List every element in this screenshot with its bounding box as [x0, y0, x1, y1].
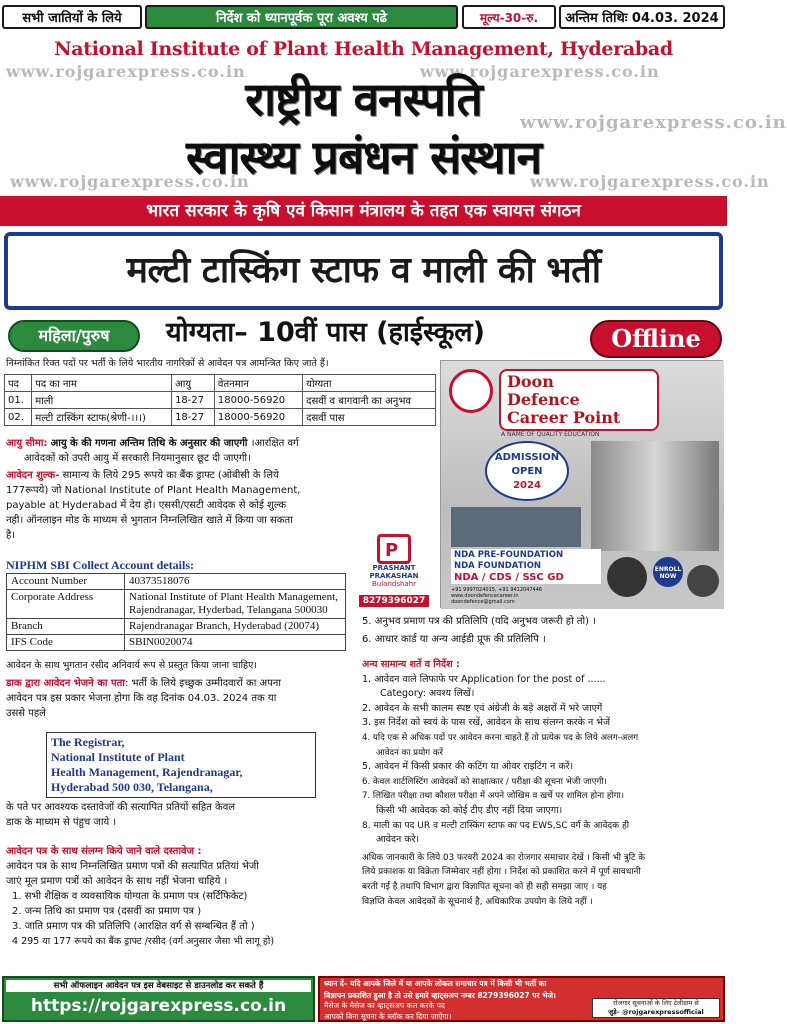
- list-item: 4 295 या 177 रूपये का बैंक ड्राफ्ट /रसीद (वर्ग अनुसार जैसा भी लागू हो): [12, 936, 275, 947]
- students-photo: [451, 507, 581, 547]
- list-item: 6. आधार कार्ड या अन्य आईडी प्रूफ की प्रतिलिपि ।: [362, 634, 546, 645]
- watermark: www.rojgarexpress.co.in: [520, 112, 787, 133]
- top-bar: [2, 2, 725, 32]
- fee-label: आवेदन शुल्क-: [6, 470, 60, 481]
- institute-name-english: National Institute of Plant Health Management, Hyderabad: [54, 38, 673, 60]
- enroll-now-badge: ENROLL NOW: [653, 557, 683, 587]
- table-cell: IFS Code: [7, 635, 125, 651]
- logo-mark: [377, 534, 411, 564]
- list-item: 6. केवल शार्टलिस्टिंग आवेदकों को साक्षात्कार / परीक्षा की सूचना भेजी जाएगी।: [362, 776, 607, 787]
- gender-badge: महिला/पुरुष: [8, 320, 140, 352]
- list-item: 7. लिखित परीक्षा तथा कौशल परीक्षा में अपने जोखिम व खर्चे पर शामिल होना होगा।: [362, 791, 624, 802]
- postal-address-section: डाक द्वारा आवेदन भेजने का पता: भर्ती के लिये इच्छुक उम्मीदवारों का अपना आवेदन पत्र इस प्रकार भेजना होगा कि वह दिनांक 04.03. 2024 तक या उससे पहले: [6, 678, 281, 719]
- list-item: 3. जाति प्रमाण पत्र की प्रतिलिपि (आरक्षित वर्ग से सम्बन्धित हैं तो ): [12, 921, 255, 932]
- table-row: [7, 635, 346, 651]
- table-header: पद: [5, 375, 32, 392]
- conditions-heading: अन्य सामान्य शर्ते व निर्देश :: [362, 659, 460, 670]
- table-cell: 40373518076: [125, 574, 346, 590]
- list-item: 1. आवेदन वाले लिफाफे पर Application for the post of ......: [362, 673, 606, 685]
- last-date-badge: अन्तिम तिथिः 04.03. 2024: [559, 5, 725, 29]
- table-cell: 01.: [5, 392, 32, 409]
- closing-note: अधिक जानकारी के लिये 03 फरवरी 2024 का रोजगार समाचार देखें । किसी भी त्रुटि के: [362, 852, 646, 863]
- all-castes-badge: सभी जातियों के लिये: [2, 5, 142, 29]
- table-cell: National Institute of Plant Health Management, Rajendranagar, Hyderbad, Telangana 500030: [125, 590, 346, 619]
- age-limit-label: आयु सीमा:: [6, 438, 48, 449]
- offline-badge: Offline: [590, 320, 722, 358]
- list-item: 3. इस निर्देश को स्वयं के पास रखें, आवेदन के साथ संलग्न करके न भेजें: [362, 717, 610, 729]
- age-limit-section: आयु सीमा: आयु के की गणना अन्तिम तिथि के अनुसार की जाएगी ।आरक्षित वर्ग आवेदकों को उपरी आयु में सरकारी नियमानुसार छूट दी जाएगी।: [6, 438, 299, 464]
- list-item: 2. जन्म तिथि का प्रमाण पत्र (दसवीं का प्रमाण पत्र ): [12, 906, 202, 917]
- watermark: www.rojgarexpress.co.in: [10, 172, 250, 191]
- instruction-badge: निर्देश को ध्यानपूर्वक पूरा अवश्य पढे: [145, 5, 458, 29]
- list-item: 5. अनुभव प्रमाण पत्र की प्रतिलिपि (यदि अनुभव जरूरी हो तो) ।: [362, 616, 596, 627]
- table-cell: दसवीं व बागवानी का अनुभव: [303, 392, 436, 409]
- intro-text: निम्नांकित रिक्त पदों पर भर्ती के लिये भारतीय नागरिकों से आवेदन पत्र आमन्त्रित किए जाते हैं।: [6, 358, 329, 369]
- qualification-heading: योग्यता– 10वीं पास (हाईस्कूल): [166, 317, 485, 348]
- table-row: [5, 409, 436, 426]
- academy-emblem-icon: [449, 369, 493, 413]
- table-header: वेतनमान: [214, 375, 302, 392]
- payment-receipt-note: आवेदन के साथ भुगतान रसीद अनिवार्य रूप से प्रस्तुत किया जाना चाहिए।: [6, 660, 257, 671]
- prakashan-logo: P PRASHANT PRAKASHAN Bulandshahr 8279396027: [354, 534, 434, 600]
- fee-section: आवेदन शुल्क- सामान्य के लिये 295 रूपये का बैंक ड्राफ्ट (ओबीसी के लिये 177रूपये) जो National Institute of Plant Health Management, payable at Hyderabad में देय हो। एससी/एसटी आवेदक से कोई शुल्क नही। ऑनलाइन मोड के माध्यम से भुगतान निम्नलिखित खाते में किया जा सकता है।: [6, 470, 301, 541]
- notice-banner: ध्यान दें– यदि आपके जिले में या आपके लोकल समाचार पत्र में किसी भी भर्ती का विज्ञापन प्रकाशित हुआ है तो उसे हमारे व्हाट्सअप नम्बर 8279396027 पर भेजे। मैसेज के मैसेज का व्हाट्सअप कल करके पद आपको बिना सूचना के ब्लॉक कर दिया जाऐगा। रोजगार सूचनाओं के लिए टेलीग्राम से जुड़े– @rojgarexpressofficial: [318, 976, 725, 1022]
- coaching-advert: Doon Defence Career Point A NAME OF QUALITY EDUCATION ADMISSION OPEN 2024 NDA PRE-FOUNDATION NDA FOUNDATION NDA / CDS / SSC GD +91 9997024015, +91 9412047446 www.doondefencecareer.in doondefence@gmail.com ENROLL NOW: [440, 360, 723, 608]
- account-table: [6, 573, 346, 651]
- table-cell: SBIN0020074: [125, 635, 346, 651]
- table-row: [7, 574, 346, 590]
- table-cell: Branch: [7, 619, 125, 635]
- table-header-row: [5, 375, 436, 392]
- watermark: www.rojgarexpress.co.in: [530, 172, 770, 191]
- conditions-section: अन्य सामान्य शर्ते व निर्देश : 1. आवेदन वाले लिफाफे पर Application for the post of ...... Category: अवश्य लिखें। 2. आवेदन के सभी कालम स्पष्ट एवं अंग्रेजी के बड़े अक्षरों में भरे जाएगें 3. इस निर्देश को स्वयं के पास रखें, आवेदन के साथ संलग्न करके न भेजें 4. यदि एक से अधिक पदों पर आवेदन करना चाहते हैं तो प्रत्येक पद के लिये अलग-अलग आवेदन का प्रयोग करें 5. आवेदन में किसी प्रकार की कटिंग या ओवर राइटिंग न करें। 6. केवल शार्टलिस्टिंग आवेदकों को साक्षात्कार / परीक्षा की सूचना भेजी जाएगी। 7. लिखित परीक्षा तथा कौशल परीक्षा में अपने जोखिम व खर्चे पर शामिल होना होगा। किसी भी आवेदक को कोई टीए डीए नहीं दिया जाएगा। 8. माली का पद UR व मल्टी टास्किंग स्टाफ का पद EWS,SC वर्ग के आवेदक ही आवेदन करे। अधिक जानकारी के लिये 03 फरवरी 2024 का रोजगार समाचार देखें । किसी भी त्रुटि के लिये प्रकाशक या विक्रेता जिम्मेवार नहीं होगा । निर्देश को प्रकाशित करने में पूर्ण सावधानी बरती गई है तथापि विभाग द्वारा विज्ञापित सूचना को ही सही समझा जाए । यह विज्ञप्ति केवल आवेदकों के सूचनार्थ है, अधिकारिक उपयोग के लिये नहीं ।: [362, 658, 724, 909]
- ministry-subtitle: भारत सरकार के कृषि एवं किसान मंत्रालय के तहत एक स्वायत्त संगठन: [0, 196, 727, 226]
- account-title: NIPHM SBI Collect Account details:: [6, 558, 194, 572]
- corridor-photo: [591, 441, 719, 551]
- table-cell: 18-27: [172, 409, 215, 426]
- table-cell: 18-27: [172, 392, 215, 409]
- institute-name-hindi-line2: स्वास्थ्य प्रबंधन संस्थान: [186, 130, 541, 184]
- admission-badge: ADMISSION OPEN 2024: [485, 441, 569, 501]
- list-item: 8. माली का पद UR व मल्टी टास्किंग स्टाफ का पद EWS,SC वर्ग के आवेदक ही: [362, 820, 630, 831]
- advert-contact: +91 9997024015, +91 9412047446 www.doondefencecareer.in doondefence@gmail.com: [451, 587, 543, 605]
- list-item: 1. सभी शैक्षिक व व्यवसायिक योग्यता के प्रमाण पत्र (सर्टिफिकेट): [12, 891, 248, 902]
- institute-name-hindi-line1: राष्ट्रीय वनस्पति: [245, 72, 482, 126]
- list-item: 4. यदि एक से अधिक पदों पर आवेदन करना चाहते हैं तो प्रत्येक पद के लिये अलग-अलग: [362, 732, 639, 743]
- documents-heading: आवेदन पत्र के साथ संलग्न किये जाने वाले दस्तावेज :: [6, 846, 202, 857]
- logo-letter: P: [385, 540, 399, 561]
- table-cell: दसवीं पास: [303, 409, 436, 426]
- table-cell: Corporate Address: [7, 590, 125, 619]
- student-photo: [687, 565, 719, 597]
- documents-continued: [362, 614, 722, 647]
- watermark: www.rojgarexpress.co.in: [420, 62, 660, 81]
- postal-instruction: के पते पर आवश्यक दस्तावेजों की सत्यापित प्रतियों सहित केवल डाक के माध्यम से पंहुच जाये ।: [6, 802, 236, 828]
- table-cell: 18000-56920: [214, 392, 302, 409]
- table-header: आयु: [172, 375, 215, 392]
- table-row: [7, 590, 346, 619]
- table-cell: 18000-56920: [214, 409, 302, 426]
- telegram-badge: रोजगार सूचनाओं के लिए टेलीग्राम से जुड़े– @rojgarexpressofficial: [592, 998, 720, 1018]
- recruitment-title: मल्टी टास्किंग स्टाफ व माली की भर्ती: [4, 232, 723, 310]
- registrar-address-box: The Registrar, National Institute of Plant Health Management, Rajendranagar, Hyderabad 500 030, Telangana,: [46, 732, 316, 798]
- table-header: योग्यता: [303, 375, 436, 392]
- website-link[interactable]: https://rojgarexpress.co.in: [30, 996, 287, 1016]
- postal-address-label: डाक द्वारा आवेदन भेजने का पता: [6, 678, 125, 689]
- student-photo: [607, 557, 647, 597]
- table-cell: मल्टी टास्किंग स्टाफ(श्रेणी-।।।): [32, 409, 172, 426]
- table-cell: Rajendranagar Branch, Hyderabad (20074): [125, 619, 346, 635]
- table-cell: माली: [32, 392, 172, 409]
- prakashan-phone: 8279396027: [359, 595, 430, 607]
- table-cell: 02.: [5, 409, 32, 426]
- list-item: 2. आवेदन के सभी कालम स्पष्ट एवं अंग्रेजी के बड़े अक्षरों में भरे जाएगें: [362, 702, 603, 714]
- table-header: पद का नाम: [32, 375, 172, 392]
- table-row: [5, 392, 436, 409]
- courses-box: NDA PRE-FOUNDATION NDA FOUNDATION NDA / CDS / SSC GD: [451, 549, 601, 584]
- posts-table: [4, 374, 436, 426]
- list-item: 5. आवेदन में किसी प्रकार की कटिंग या ओवर राइटिंग न करें।: [362, 761, 574, 773]
- price-badge: मूल्य-30-रु.: [462, 5, 556, 29]
- brand-box: Doon Defence Career Point: [499, 369, 659, 431]
- download-banner: सभी ऑफलाइन आवेदन पत्र इस वेबसाइट से डाउनलोड कर सकते हैं https://rojgarexpress.co.in: [2, 976, 315, 1022]
- table-row: [7, 619, 346, 635]
- table-cell: Account Number: [7, 574, 125, 590]
- watermark: www.rojgarexpress.co.in: [6, 62, 246, 81]
- documents-section: आवेदन पत्र के साथ संलग्न किये जाने वाले दस्तावेज : आवेदन पत्र के साथ निम्नलिखित प्रमाण पत्रों की सत्यापित प्रतियां भेजी जाएं मूल प्रमाण पत्रों को आवेदन के साथ नहीं भेजना चाहिये । 1. सभी शैक्षिक व व्यवसायिक योग्यता के प्रमाण पत्र (सर्टिफिकेट) 2. जन्म तिथि का प्रमाण पत्र (दसवीं का प्रमाण पत्र ) 3. जाति प्रमाण पत्र की प्रतिलिपि (आरक्षित वर्ग से सम्बन्धित हैं तो ) 4 295 या 177 रूपये का बैंक ड्राफ्ट /रसीद (वर्ग अनुसार जैसा भी लागू हो): [6, 844, 356, 949]
